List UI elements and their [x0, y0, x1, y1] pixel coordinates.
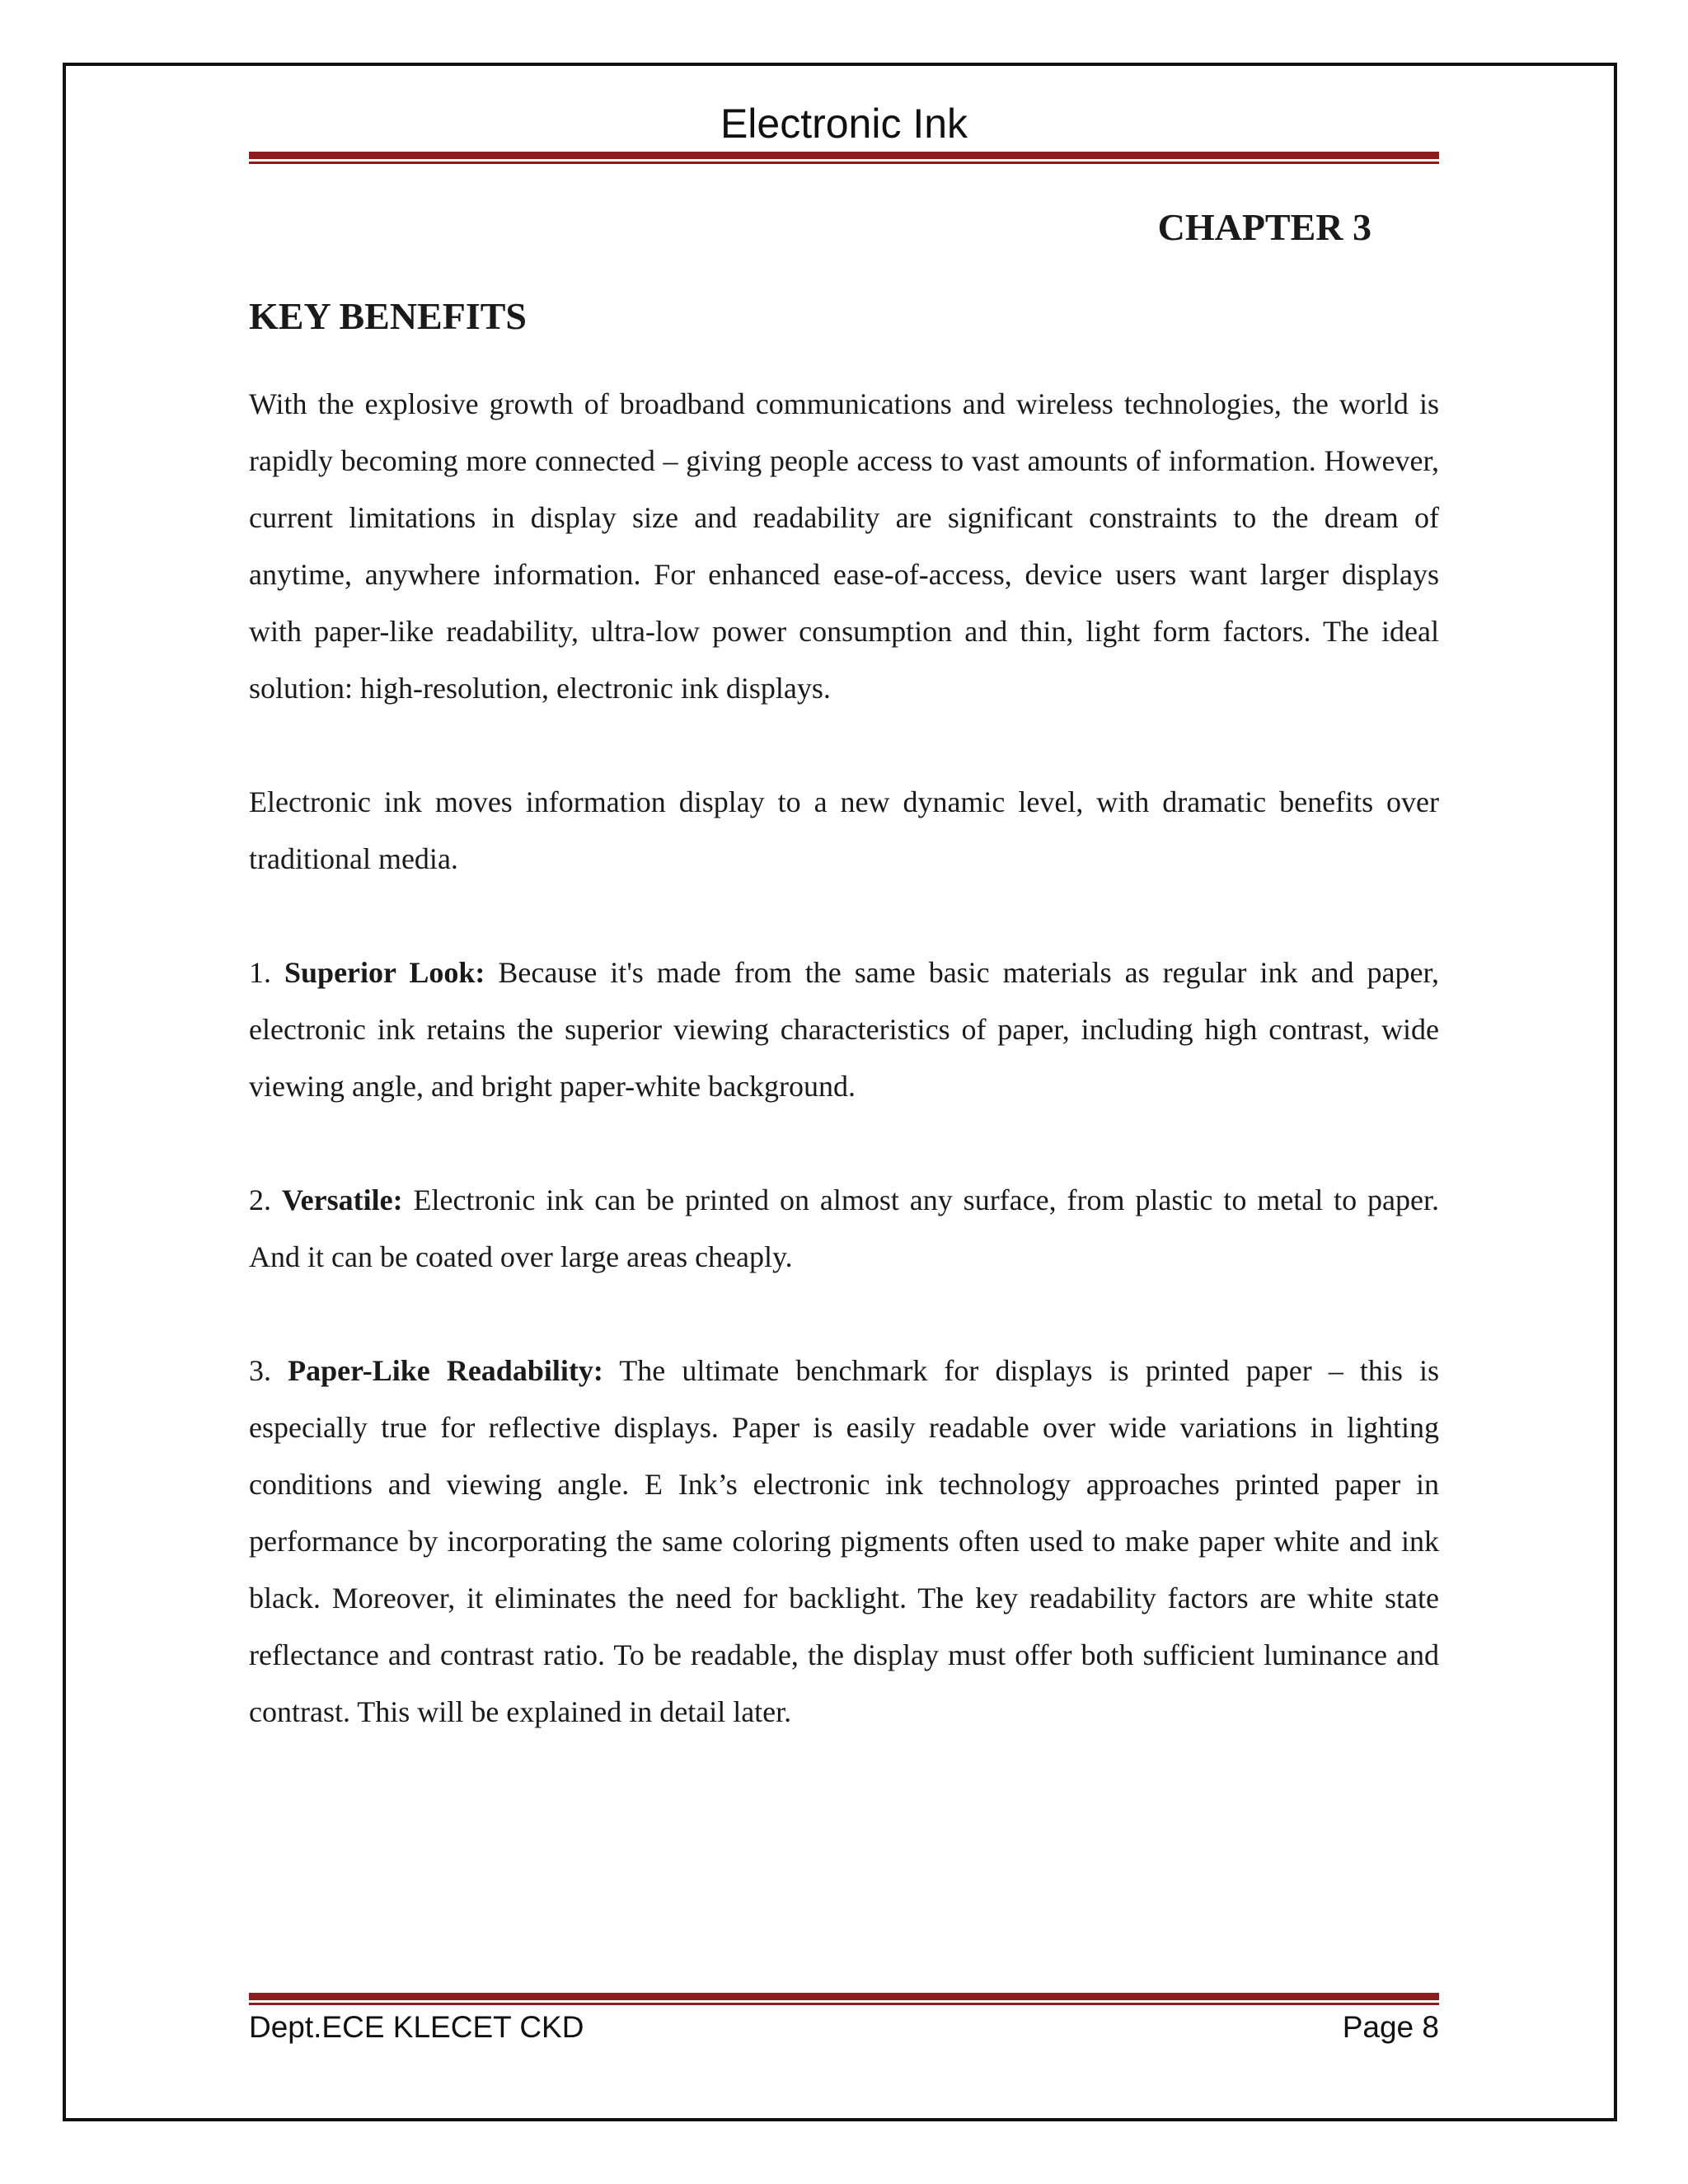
- benefit-title: Superior Look:: [284, 956, 485, 989]
- footer-department: Dept.ECE KLECET CKD: [249, 2010, 584, 2044]
- benefit-item-2: [249, 1172, 1439, 1286]
- page-number: Page 8: [1342, 2010, 1439, 2044]
- chapter-label: CHAPTER 3: [1157, 206, 1372, 248]
- benefit-number: 3.: [249, 1354, 271, 1387]
- benefit-text: The ultimate benchmark for displays is printed paper – this is especially true for reflective displays. Paper is easily readable over wide variations in lighting conditions and viewing angle. E Ink’s electronic ink technology approaches printed paper in performance by incorporating the same coloring pigments often used to make paper white and ink black. Moreover, it eliminates the need for backlight. The key readability factors are white state reflectance and contrast ratio. To be readable, the display must offer both sufficient luminance and contrast. This will be explained in detail later.: [249, 1354, 1439, 1728]
- benefit-text: Because it's made from the same basic materials as regular ink and paper, electronic ink retains the superior viewing characteristics of paper, including high contrast, wide viewing angle, and bright paper-white background.: [249, 956, 1440, 1103]
- running-header-title: Electronic Ink: [720, 101, 968, 147]
- intro-paragraph: With the explosive growth of broadband communications and wireless technologies, the world is rapidly becoming more connected – giving people access to vast amounts of information. However, current limitations in display size and readability are significant constraints to the dream of anytime, anywhere information. For enhanced ease-of-access, device users want larger displays with paper-like readability, ultra-low power consumption and thin, light form factors. The ideal solution: high-resolution, electronic ink displays.: [249, 387, 1439, 705]
- section-heading: KEY BENEFITS: [249, 295, 528, 337]
- benefit-item-3: [249, 1343, 1439, 1741]
- benefit-title: Paper-Like Readability:: [288, 1354, 603, 1387]
- benefit-item-1: [249, 944, 1439, 1115]
- lead-paragraph: Electronic ink moves information display to a new dynamic level, with dramatic benefits over traditional media.: [249, 785, 1439, 875]
- benefit-title: Versatile:: [281, 1183, 403, 1216]
- body-content: [249, 376, 1439, 1797]
- footer-rule: [249, 1993, 1439, 2005]
- benefit-number: 2.: [249, 1183, 271, 1216]
- header-rule: [249, 152, 1439, 164]
- benefit-text: Electronic ink can be printed on almost any surface, from plastic to metal to paper. And it can be coated over large areas cheaply.: [249, 1183, 1440, 1273]
- benefit-number: 1.: [249, 956, 271, 989]
- page-footer: [249, 2006, 1439, 2049]
